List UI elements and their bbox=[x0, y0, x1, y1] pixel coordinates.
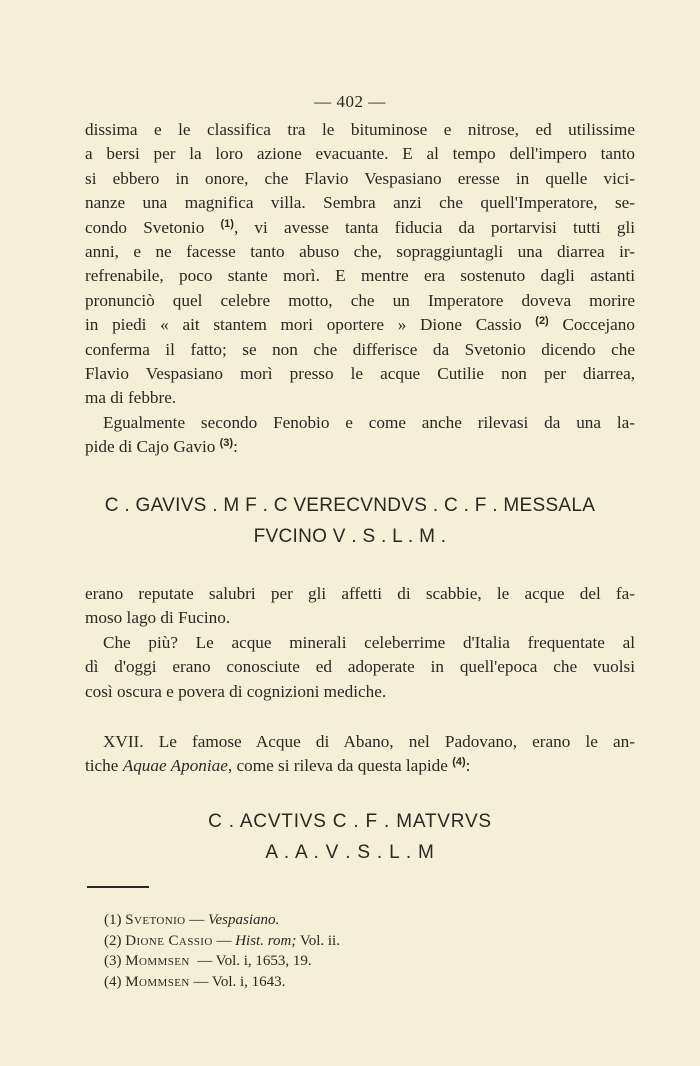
footnotes bbox=[104, 910, 340, 992]
text-line: Egualmente secondo Fenobio e come anche rilevasi da una la- bbox=[103, 412, 635, 432]
footnote-detail: Vol. i, 1653, 19. bbox=[215, 953, 312, 969]
page-number: — 402 — bbox=[314, 92, 386, 111]
footnote-author: Mommsen bbox=[125, 953, 190, 969]
italic-term: Aquae Aponiae, bbox=[122, 756, 233, 776]
text-line bbox=[85, 313, 635, 337]
footnote-separator: — bbox=[197, 953, 213, 969]
footnote-ref-3[interactable]: (3) bbox=[219, 437, 234, 450]
footnote-number: (2) bbox=[104, 932, 122, 949]
text-line bbox=[85, 754, 635, 778]
text-line bbox=[85, 216, 635, 240]
footnote-4 bbox=[104, 972, 340, 993]
footnote-1 bbox=[104, 910, 340, 931]
footnote-ref-2[interactable]: (2) bbox=[535, 315, 549, 328]
footnote-separator: — bbox=[193, 973, 209, 990]
inscription-acutius bbox=[0, 806, 700, 868]
footnote-separator: — bbox=[189, 912, 205, 928]
footnote-author: Mommsen bbox=[125, 973, 190, 990]
paragraph-abano bbox=[85, 730, 635, 779]
footnote-detail: Vol. i, 1643. bbox=[211, 973, 286, 990]
inscription-gavius bbox=[0, 490, 700, 552]
text-fragment: in piedi « ait stantem mori oportere » Dione Cassio bbox=[85, 315, 522, 335]
footnote-ref-1[interactable]: (1) bbox=[220, 217, 234, 230]
footnote-author: Svetonio bbox=[125, 912, 186, 928]
footnote-separator: — bbox=[216, 932, 232, 949]
inscription-line: A . A . V . S . L . M bbox=[265, 842, 435, 863]
text-line: refrenabile, poco stante morì. E mentre era sostenuto dagli astanti bbox=[85, 266, 635, 286]
footnote-2 bbox=[104, 931, 340, 952]
text-line bbox=[85, 435, 635, 459]
text-line: nanze una magnifica villa. Sembra anzi che quell'Imperatore, se- bbox=[85, 193, 635, 213]
paragraph-fucino bbox=[85, 582, 635, 704]
text-line: a bersi per la loro azione evacuante. E al tempo dell'impero tanto bbox=[85, 144, 635, 164]
text-line: così oscura e povera di cognizioni mediche. bbox=[85, 681, 387, 701]
text-fragment: : bbox=[465, 756, 471, 776]
text-fragment: , vi avesse tanta fiducia da portarvisi tutti gli bbox=[233, 217, 636, 237]
text-fragment: condo Svetonio bbox=[85, 217, 205, 237]
footnote-divider bbox=[87, 886, 149, 888]
footnote-detail: Vol. ii. bbox=[299, 932, 340, 949]
inscription-line: C . GAVIVS . M F . C VERECVNDVS . C . F . MESSALA bbox=[104, 495, 596, 516]
text-fragment: pide di Cajo Gavio bbox=[85, 437, 216, 457]
footnote-work: Hist. rom; bbox=[235, 932, 297, 949]
footnote-author: Dione Cassio bbox=[125, 932, 213, 949]
text-line: Che più? Le acque minerali celeberrime d'Italia frequentate al bbox=[103, 632, 635, 652]
text-line: anni, e ne facesse tanto abuso che, sopraggiuntagli una diarrea ir- bbox=[85, 242, 635, 262]
footnote-ref-4[interactable]: (4) bbox=[452, 756, 466, 769]
footnote-number: (1) bbox=[104, 912, 122, 928]
text-line: pronunciò quel celebre motto, che un Imperatore doveva morire bbox=[85, 290, 635, 310]
text-line: erano reputate salubri per gli affetti di scabbie, le acque del fa- bbox=[85, 584, 635, 603]
text-fragment: : bbox=[233, 437, 238, 457]
text-line: moso lago di Fucino. bbox=[85, 608, 231, 628]
text-line: XVII. Le famose Acque di Abano, nel Padovano, erano le an- bbox=[103, 732, 635, 751]
text-line: conferma il fatto; se non che differisce da Svetonio dicendo che bbox=[85, 339, 635, 359]
text-line: dì d'oggi erano conosciute ed adoperate in quell'epoca che vuolsi bbox=[85, 657, 635, 677]
text-line: ma di febbre. bbox=[85, 388, 177, 408]
footnote-work: Vespasiano. bbox=[207, 912, 280, 928]
footnote-number: (4) bbox=[104, 973, 122, 990]
paragraph-vespasiano bbox=[85, 118, 635, 460]
text-fragment: Coccejano bbox=[562, 315, 635, 335]
text-fragment: tiche bbox=[85, 756, 119, 776]
text-line: Flavio Vespasiano morì presso le acque Cutilie non per diarrea, bbox=[85, 364, 635, 384]
inscription-line: C . ACVTIVS C . F . MATVRVS bbox=[208, 811, 492, 832]
text-fragment: come si rileva da questa lapide bbox=[236, 756, 448, 776]
footnote-number: (3) bbox=[104, 953, 122, 969]
text-line: dissima e le classifica tra le bituminose e nitrose, ed utilissime bbox=[85, 120, 635, 139]
text-line: si ebbero in onore, che Flavio Vespasiano eresse in quelle vici- bbox=[85, 168, 635, 188]
inscription-line: FVCINO V . S . L . M . bbox=[253, 526, 447, 547]
footnote-3 bbox=[104, 951, 340, 972]
